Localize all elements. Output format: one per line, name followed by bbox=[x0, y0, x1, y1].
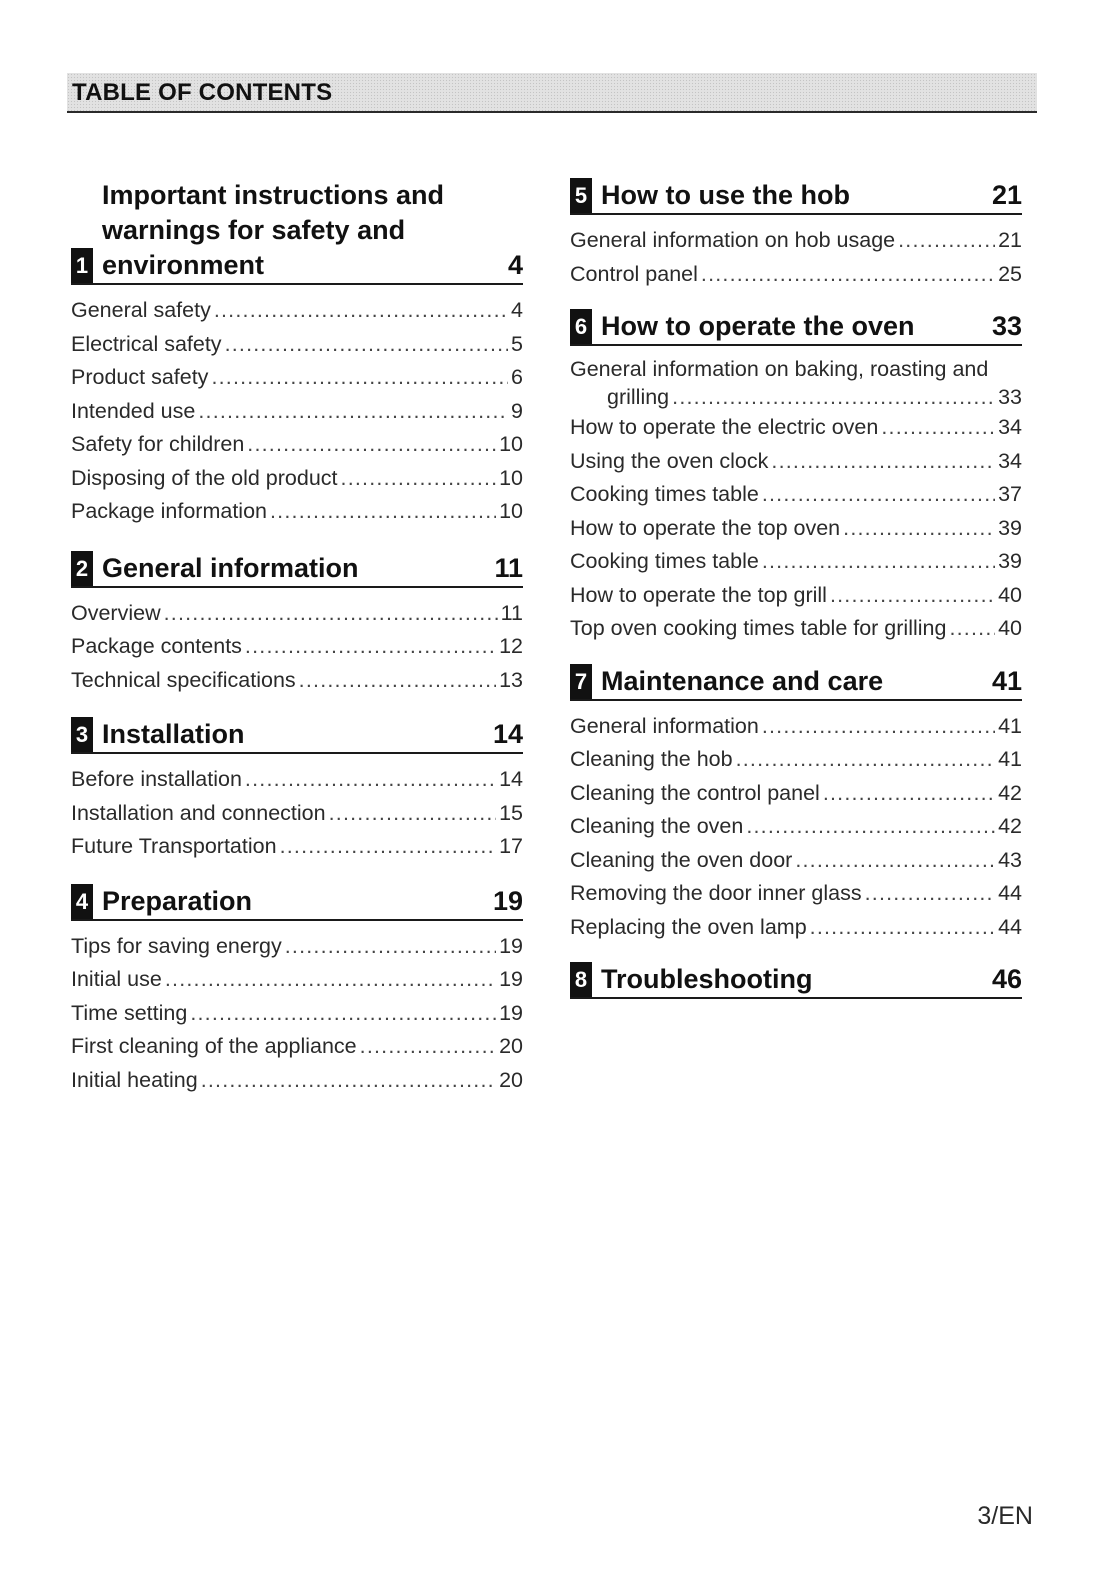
section-number-badge: 8 bbox=[570, 962, 592, 997]
toc-entry[interactable] bbox=[570, 512, 1022, 546]
dot-leader bbox=[341, 462, 497, 496]
entry-title: First cleaning of the appliance bbox=[71, 1034, 357, 1058]
entry-title: How to operate the electric oven bbox=[570, 415, 879, 439]
section-heading[interactable] bbox=[570, 664, 1022, 701]
section-heading[interactable] bbox=[71, 884, 523, 921]
entry-page-number: 15 bbox=[499, 800, 523, 825]
entry-title: General safety bbox=[71, 298, 211, 322]
entry-title: Intended use bbox=[71, 398, 196, 423]
entry-page-number: 20 bbox=[499, 1034, 523, 1058]
entry-title: Before installation bbox=[71, 767, 242, 791]
toc-entry[interactable] bbox=[570, 478, 1022, 512]
entry-title: Cooking times table bbox=[570, 549, 759, 573]
dot-leader bbox=[701, 258, 995, 292]
toc-section bbox=[570, 309, 1022, 646]
dot-leader bbox=[746, 810, 995, 844]
entry-title: Package information bbox=[71, 499, 267, 523]
section-page-number: 4 bbox=[507, 250, 523, 280]
dot-leader bbox=[843, 512, 995, 546]
entry-page-number: 43 bbox=[998, 847, 1022, 872]
entry-page-number: 14 bbox=[499, 767, 523, 791]
entry-page-number: 6 bbox=[511, 365, 523, 389]
dot-leader bbox=[280, 830, 497, 864]
entry-page-number: 25 bbox=[998, 261, 1022, 286]
entry-page-number: 37 bbox=[998, 482, 1022, 506]
dot-leader bbox=[190, 997, 496, 1031]
entry-title: Cooking times table bbox=[570, 482, 759, 506]
toc-entry[interactable] bbox=[71, 1064, 523, 1098]
dot-leader bbox=[865, 877, 995, 911]
toc-entry[interactable] bbox=[71, 462, 523, 496]
toc-column-left bbox=[71, 178, 523, 1097]
dot-leader bbox=[247, 428, 496, 462]
dot-leader bbox=[810, 911, 995, 945]
dot-leader bbox=[201, 1064, 496, 1098]
dot-leader bbox=[762, 710, 995, 744]
dot-leader bbox=[762, 545, 995, 579]
entry-title-line1: General information on baking, roasting and bbox=[570, 357, 989, 381]
entry-title: Cleaning the control panel bbox=[570, 780, 820, 805]
toc-entry[interactable] bbox=[71, 361, 523, 395]
entry-title: Technical specifications bbox=[71, 667, 296, 692]
entry-title-line2-row bbox=[570, 383, 1022, 411]
toc-entry[interactable] bbox=[71, 963, 523, 997]
entry-page-number: 4 bbox=[511, 298, 523, 322]
entry-page-number: 42 bbox=[998, 814, 1022, 838]
section-heading[interactable] bbox=[71, 551, 523, 588]
entry-title: Time setting bbox=[71, 1000, 188, 1025]
toc-entry[interactable] bbox=[71, 664, 523, 698]
entry-page-number: 34 bbox=[998, 415, 1022, 439]
entry-title: Package contents bbox=[71, 634, 242, 658]
section-page-number: 19 bbox=[492, 885, 523, 916]
dot-leader bbox=[823, 777, 995, 811]
entry-title: Cleaning the oven bbox=[570, 814, 744, 838]
entry-page-number: 9 bbox=[511, 398, 523, 423]
entry-title: General information bbox=[570, 713, 759, 738]
dot-leader bbox=[164, 597, 498, 631]
entry-title: Disposing of the old product bbox=[71, 465, 338, 490]
toc-entry[interactable] bbox=[570, 445, 1022, 479]
dot-leader bbox=[245, 763, 496, 797]
dot-leader bbox=[225, 328, 508, 362]
toc-entry[interactable] bbox=[570, 545, 1022, 579]
entry-title: Overview bbox=[71, 600, 161, 625]
toc-entry[interactable] bbox=[570, 258, 1022, 292]
toc-entry[interactable] bbox=[570, 224, 1022, 258]
entry-title: Future Transportation bbox=[71, 834, 277, 858]
dot-leader bbox=[949, 612, 995, 646]
section-title: Installation bbox=[102, 719, 245, 749]
dot-leader bbox=[360, 1030, 496, 1064]
toc-section bbox=[71, 884, 523, 1098]
entry-page-number: 12 bbox=[499, 634, 523, 658]
section-title: Troubleshooting bbox=[601, 964, 813, 994]
section-page-number: 14 bbox=[492, 719, 523, 749]
section-page-number: 46 bbox=[991, 964, 1022, 994]
toc-section bbox=[71, 178, 523, 529]
entry-title: Cleaning the hob bbox=[570, 747, 733, 771]
section-title: General information bbox=[102, 552, 359, 583]
entry-page-number: 19 bbox=[499, 967, 523, 991]
entry-page-number: 20 bbox=[499, 1067, 523, 1092]
section-page-number: 21 bbox=[991, 180, 1022, 210]
entry-title: Product safety bbox=[71, 365, 209, 389]
section-number-badge: 7 bbox=[570, 664, 592, 699]
dot-leader bbox=[795, 844, 995, 878]
entry-title: Using the oven clock bbox=[570, 448, 769, 473]
dot-leader bbox=[672, 383, 995, 411]
entry-title: Initial use bbox=[71, 967, 162, 991]
entry-page-number: 41 bbox=[998, 747, 1022, 771]
toc-entry[interactable] bbox=[570, 579, 1022, 613]
entry-title: Electrical safety bbox=[71, 331, 222, 356]
entry-title: Tips for saving energy bbox=[71, 933, 282, 958]
entry-page-number: 39 bbox=[998, 515, 1022, 540]
entry-page-number: 5 bbox=[511, 331, 523, 356]
section-page-number: 41 bbox=[991, 665, 1022, 696]
entry-page-number: 21 bbox=[998, 228, 1022, 252]
toc-entry[interactable] bbox=[570, 743, 1022, 777]
entry-title: Initial heating bbox=[71, 1067, 198, 1092]
toc-entry[interactable] bbox=[71, 597, 523, 631]
toc-entry[interactable] bbox=[570, 844, 1022, 878]
entry-page-number: 34 bbox=[998, 448, 1022, 473]
section-heading[interactable] bbox=[570, 178, 1022, 215]
section-number-badge: 3 bbox=[71, 717, 93, 752]
entry-title: Safety for children bbox=[71, 432, 245, 456]
toc-entry[interactable] bbox=[71, 763, 523, 797]
dot-leader bbox=[771, 445, 995, 479]
section-number-badge: 5 bbox=[570, 178, 592, 213]
toc-entry[interactable] bbox=[570, 411, 1022, 445]
entry-title: Cleaning the oven door bbox=[570, 847, 793, 872]
section-heading[interactable] bbox=[570, 309, 1022, 346]
entry-title: How to operate the top grill bbox=[570, 582, 827, 607]
section-title: Important instructions and warnings for safety and environment bbox=[102, 180, 445, 280]
toc-entry[interactable] bbox=[570, 710, 1022, 744]
toc-entry[interactable] bbox=[71, 1030, 523, 1064]
section-number-badge: 1 bbox=[71, 248, 93, 283]
page-number: 3/EN bbox=[977, 1502, 1033, 1530]
entry-page-number: 13 bbox=[499, 667, 523, 692]
entry-title: How to operate the top oven bbox=[570, 515, 841, 540]
entry-page-number: 42 bbox=[998, 780, 1022, 805]
entry-page-number: 11 bbox=[500, 600, 523, 625]
section-number-badge: 2 bbox=[71, 551, 93, 586]
entry-page-number: 33 bbox=[998, 385, 1022, 409]
entry-page-number: 19 bbox=[499, 933, 523, 958]
dot-leader bbox=[299, 664, 496, 698]
section-title: Maintenance and care bbox=[601, 665, 884, 696]
section-heading[interactable] bbox=[71, 178, 523, 285]
toc-header-bar bbox=[67, 73, 1037, 113]
toc-entry[interactable] bbox=[71, 997, 523, 1031]
dot-leader bbox=[736, 743, 996, 777]
toc-entry[interactable] bbox=[71, 328, 523, 362]
section-heading[interactable] bbox=[570, 962, 1022, 999]
dot-leader bbox=[214, 294, 508, 328]
dot-leader bbox=[881, 411, 995, 445]
section-number-badge: 6 bbox=[570, 309, 592, 344]
entry-page-number: 39 bbox=[998, 549, 1022, 573]
toc-section bbox=[71, 717, 523, 864]
entry-page-number: 40 bbox=[998, 616, 1022, 640]
entry-page-number: 44 bbox=[998, 881, 1022, 905]
entry-page-number: 44 bbox=[998, 914, 1022, 939]
entry-title: Installation and connection bbox=[71, 800, 326, 825]
dot-leader bbox=[211, 361, 508, 395]
section-title: How to operate the oven bbox=[601, 311, 915, 341]
dot-leader bbox=[898, 224, 995, 258]
dot-leader bbox=[830, 579, 995, 613]
entry-title: Removing the door inner glass bbox=[570, 881, 862, 905]
toc-section bbox=[71, 551, 523, 698]
toc-section bbox=[570, 962, 1022, 999]
dot-leader bbox=[329, 797, 496, 831]
toc-entry[interactable] bbox=[71, 797, 523, 831]
toc-entry[interactable] bbox=[71, 630, 523, 664]
section-title: Preparation bbox=[102, 885, 253, 916]
toc-entry[interactable] bbox=[570, 810, 1022, 844]
entry-title: Top oven cooking times table for grilling bbox=[570, 616, 947, 640]
entry-page-number: 40 bbox=[998, 582, 1022, 607]
section-title: How to use the hob bbox=[601, 180, 850, 210]
entry-title-line2: grilling bbox=[607, 385, 670, 409]
toc-column-right bbox=[570, 178, 1022, 1008]
entry-page-number: 10 bbox=[499, 499, 523, 523]
toc-section bbox=[570, 178, 1022, 291]
section-page-number: 11 bbox=[494, 552, 523, 583]
toc-entry[interactable] bbox=[71, 830, 523, 864]
toc-entry[interactable] bbox=[71, 294, 523, 328]
section-page-number: 33 bbox=[991, 311, 1022, 341]
toc-entry[interactable] bbox=[570, 911, 1022, 945]
entry-page-number: 17 bbox=[499, 834, 523, 858]
toc-entry[interactable] bbox=[71, 395, 523, 429]
entry-page-number: 10 bbox=[499, 465, 523, 490]
section-heading[interactable] bbox=[71, 717, 523, 754]
toc-entry[interactable] bbox=[570, 355, 1022, 411]
page-title: TABLE OF CONTENTS bbox=[72, 79, 333, 106]
entry-title: Replacing the oven lamp bbox=[570, 914, 807, 939]
dot-leader bbox=[198, 395, 508, 429]
toc-entry[interactable] bbox=[570, 777, 1022, 811]
entry-page-number: 41 bbox=[998, 713, 1022, 738]
toc-section bbox=[570, 664, 1022, 945]
entry-page-number: 10 bbox=[499, 432, 523, 456]
entry-title: Control panel bbox=[570, 261, 698, 286]
section-number-badge: 4 bbox=[71, 884, 93, 919]
toc-entry[interactable] bbox=[71, 495, 523, 529]
toc-entry[interactable] bbox=[71, 930, 523, 964]
toc-entry[interactable] bbox=[570, 877, 1022, 911]
toc-entry[interactable] bbox=[71, 428, 523, 462]
toc-entry[interactable] bbox=[570, 612, 1022, 646]
dot-leader bbox=[762, 478, 995, 512]
entry-page-number: 19 bbox=[499, 1000, 523, 1025]
dot-leader bbox=[285, 930, 496, 964]
dot-leader bbox=[165, 963, 496, 997]
entry-title: General information on hob usage bbox=[570, 228, 896, 252]
dot-leader bbox=[245, 630, 496, 664]
dot-leader bbox=[270, 495, 496, 529]
